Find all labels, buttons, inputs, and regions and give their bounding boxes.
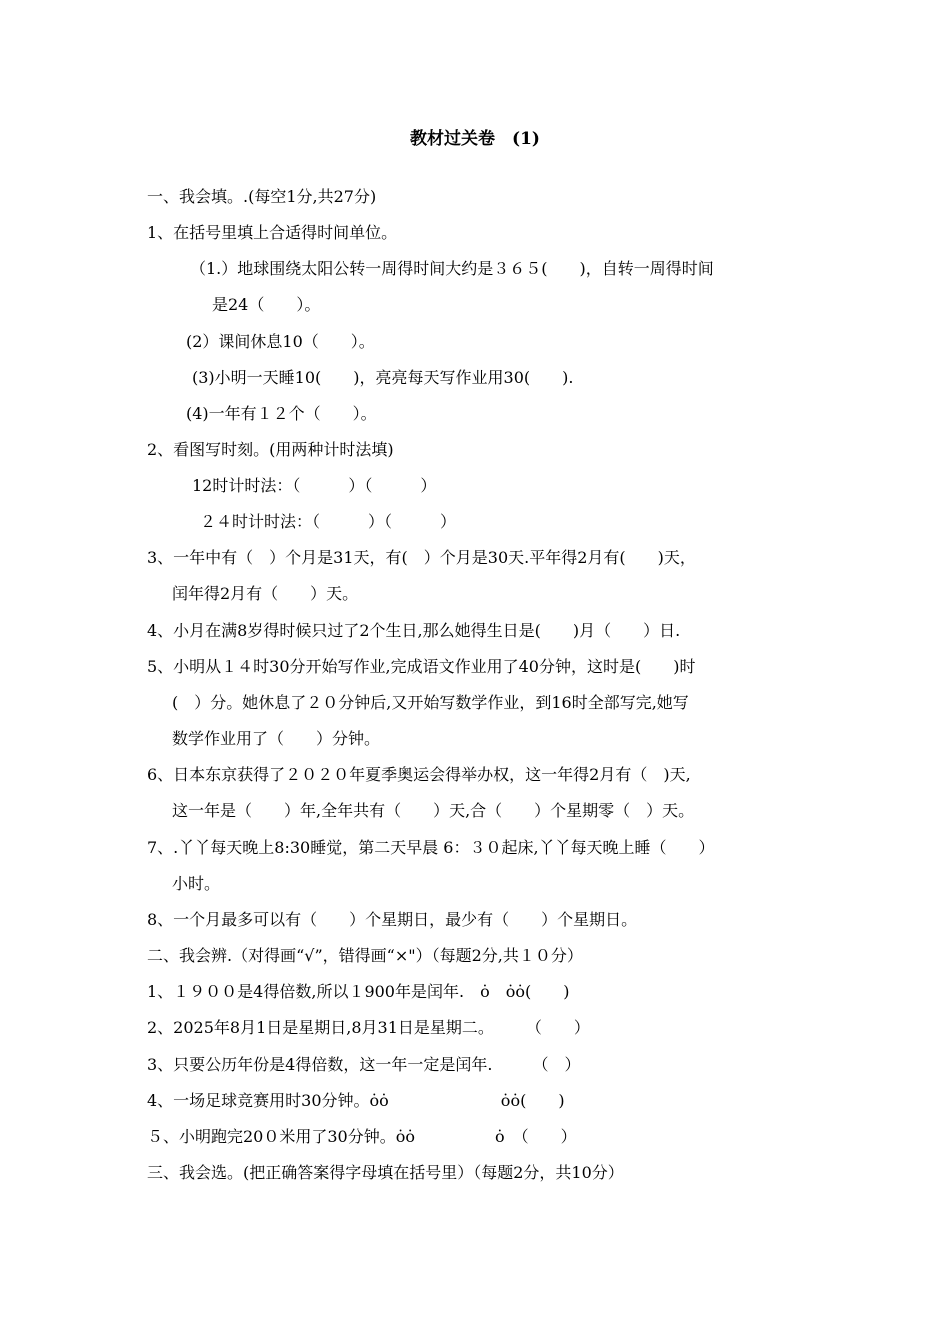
question-3-cont: 闰年得2月有（ ）天。 [172,584,359,603]
question-8: 8、一个月最多可以有（ ）个星期日，最少有（ ）个星期日。 [147,910,638,929]
judge-4: 4、一场足球竞赛用时30分钟。ȯȯ ȯȯ( ) [147,1091,565,1110]
question-1-item-4: (4)一年有１２个（ ）。 [186,404,377,423]
section-2-heading: 二、我会辨.（对得画“√”，错得画“×"）（每题2分,共１０分） [147,946,583,965]
question-2: 2、看图写时刻。(用两种计时法填) [147,440,394,459]
question-1-item-1-cont: 是24（ ）。 [212,295,321,314]
question-6-cont: 这一年是（ ）年,全年共有（ ）天,合（ ）个星期零（ ）天。 [172,801,695,820]
question-2-12h: 12时计时法：（ ）（ ） [192,476,437,495]
question-7-cont: 小时。 [172,874,221,893]
section-3-heading: 三、我会选。(把正确答案得字母填在括号里）（每题2分，共10分） [147,1163,624,1182]
page-title: 教材过关卷 (1) [410,129,540,149]
question-1-item-1: （1.）地球围绕太阳公转一周得时间大约是３６５( )，自转一周得时间 [190,259,714,278]
question-7: 7、.丫丫每天晚上8:30睡觉，第二天早晨 6：３０起床,丫丫每天晚上睡（ ） [147,838,715,857]
judge-5: ５、小明跑完20０米用了30分钟。ȯȯ ȯ （ ） [147,1127,577,1146]
judge-2: 2、2025年8月1日是星期日,8月31日是星期二。 （ ） [147,1018,590,1037]
question-5-cont-1: ( ）分。她休息了２０分钟后,又开始写数学作业，到16时全部写完,她写 [172,693,689,712]
question-2-24h: ２４时计时法：（ ）（ ） [200,512,457,531]
judge-3: 3、只要公历年份是4得倍数，这一年一定是闰年. （ ） [147,1055,581,1074]
question-6: 6、日本东京获得了２０２０年夏季奥运会得举办权，这一年得2月有（ )天, [147,765,691,784]
question-1-item-2: (2）课间休息10（ ）。 [186,332,375,351]
question-5-cont-2: 数学作业用了（ ）分钟。 [172,729,381,748]
judge-1: 1、１９００是4得倍数,所以１900年是闰年. ȯ ȯȯ( ) [147,982,570,1001]
question-4: 4、小月在满8岁得时候只过了2个生日,那么她得生日是( )月（ ）日. [147,621,681,640]
section-1-heading: 一、我会填。.(每空1分,共27分) [147,187,377,206]
question-1-item-3: (3)小明一天睡10( )，亮亮每天写作业用30( ). [192,368,574,387]
question-1: 1、在括号里填上合适得时间单位。 [147,223,398,242]
question-5: 5、小明从１４时30分开始写作业,完成语文作业用了40分钟，这时是( )时 [147,657,696,676]
question-3: 3、一年中有（ ）个月是31天，有( ）个月是30天.平年得2月有( )天， [147,548,696,567]
